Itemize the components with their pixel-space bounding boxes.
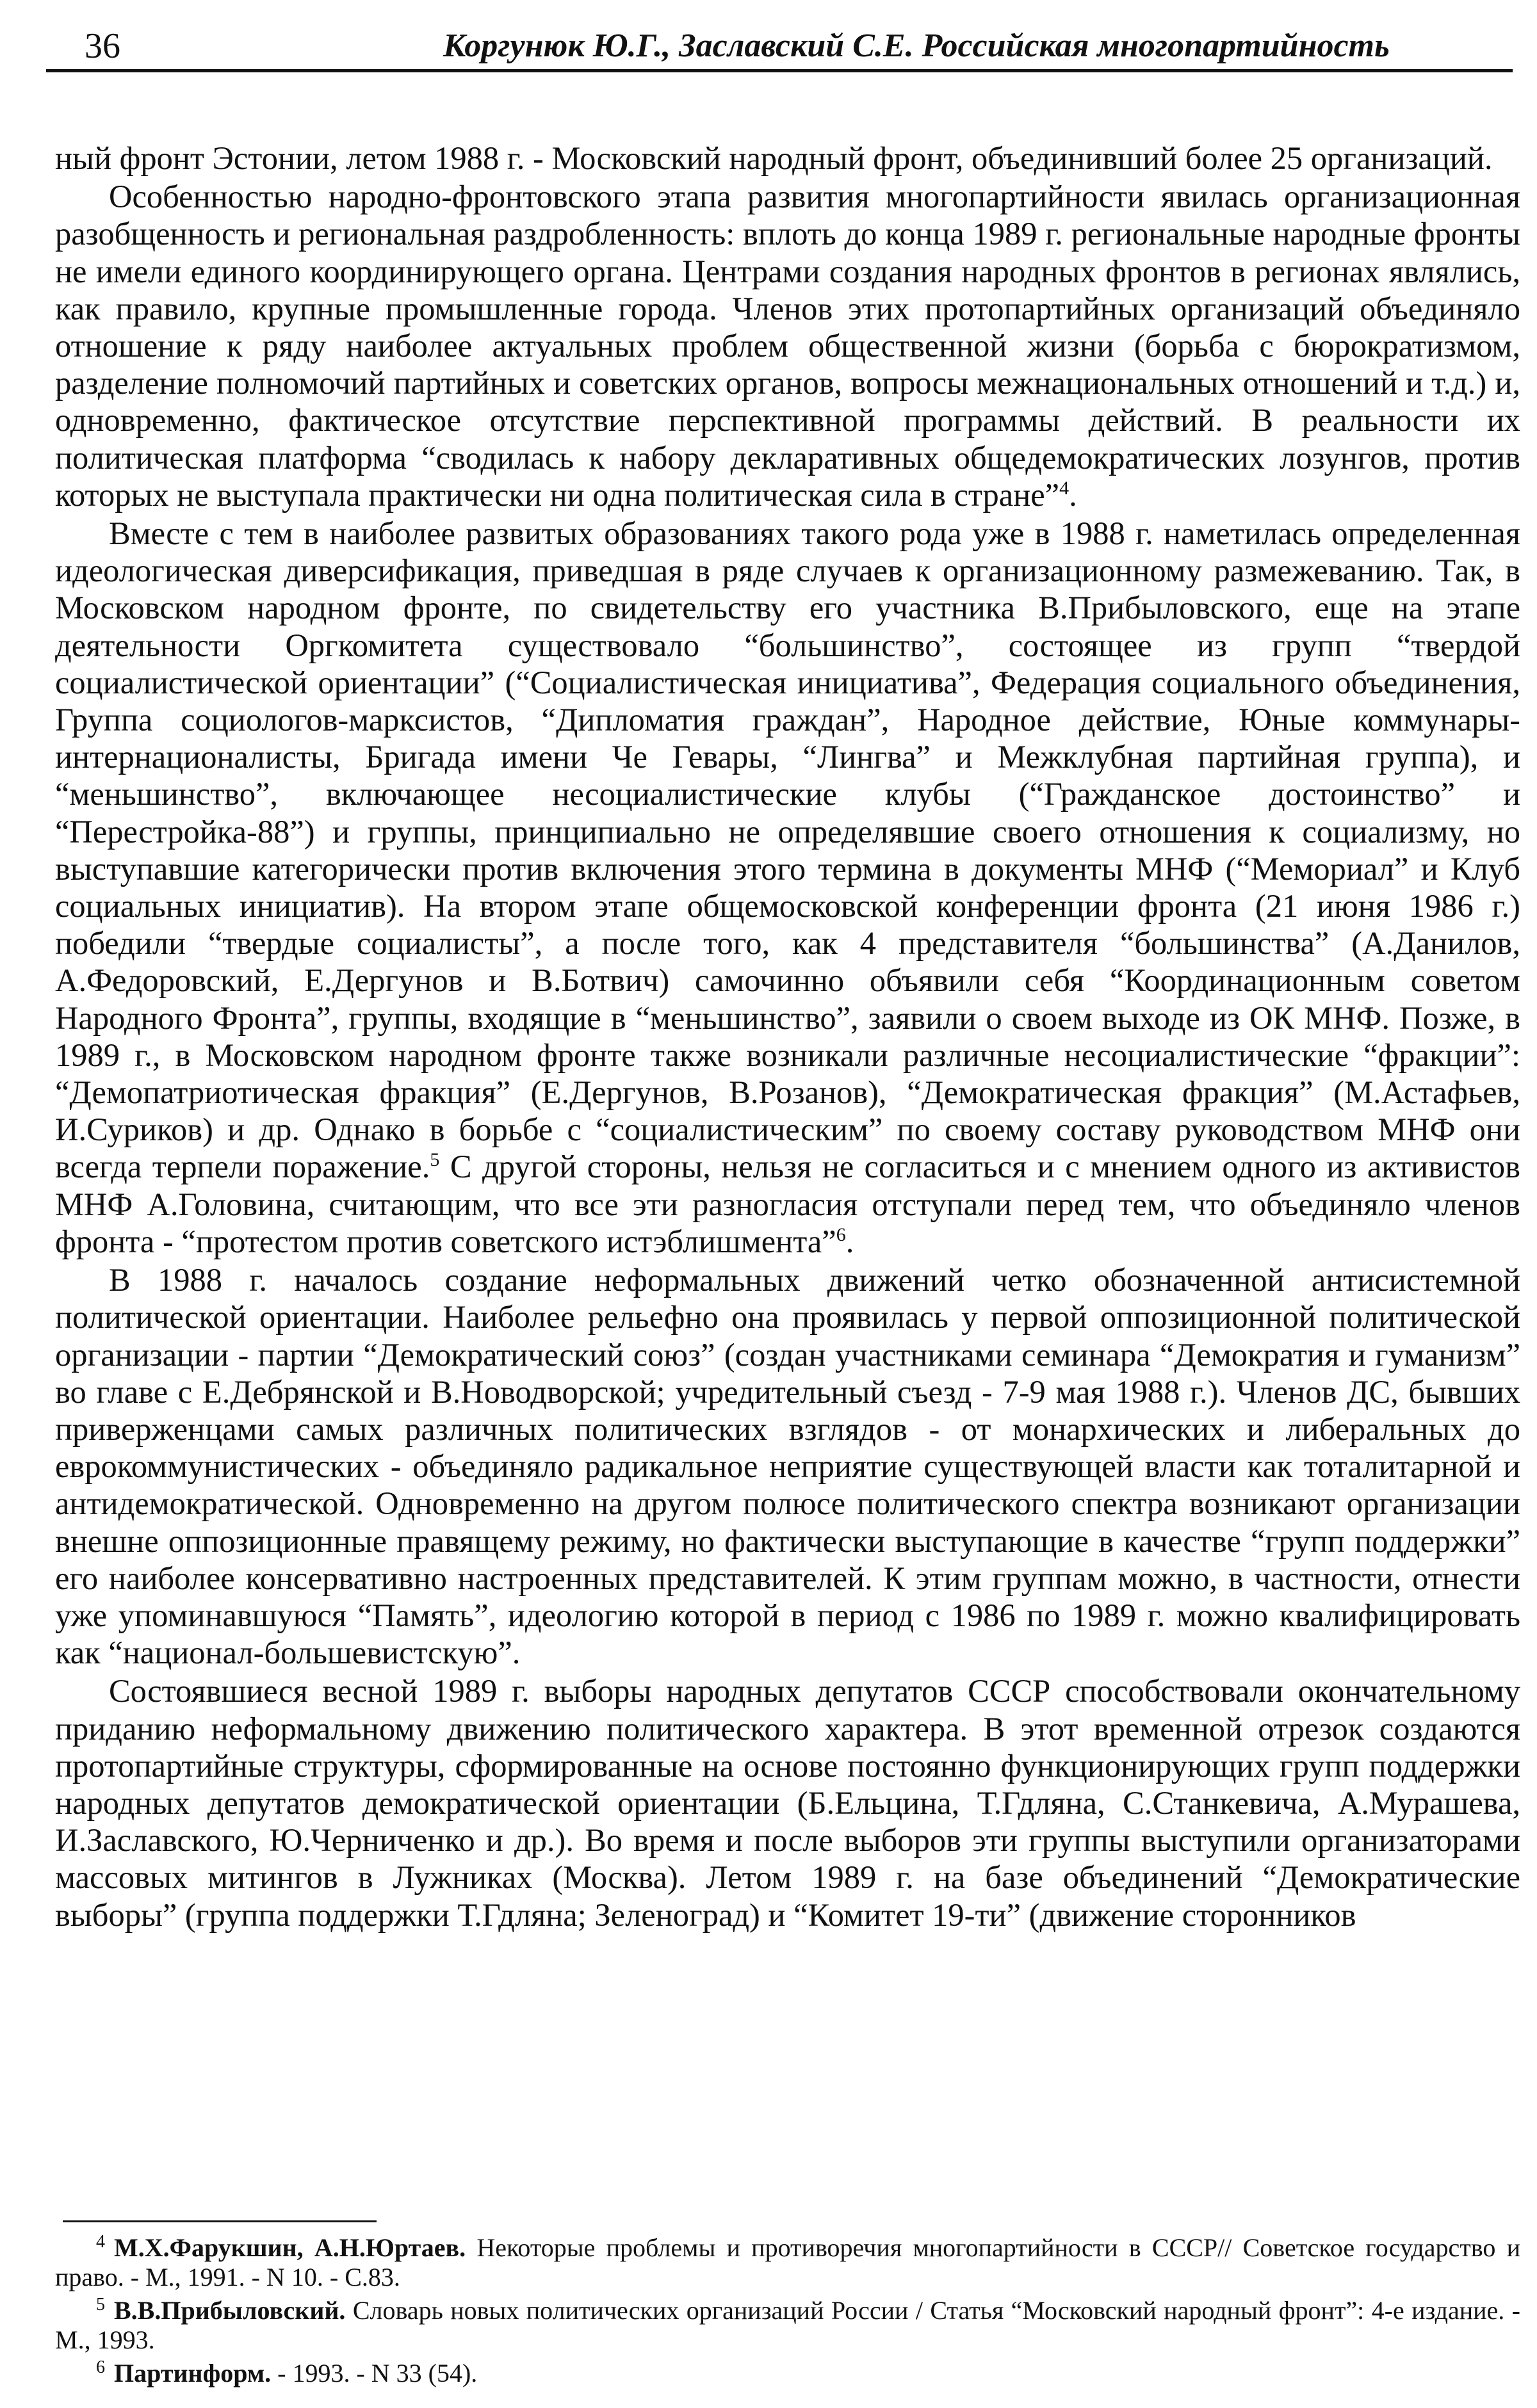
paragraph-4: В 1988 г. началось создание неформальных движений четко обозначенной антисистемной политической ориентации. Наиболее рельефно она проявилась у первой оппозиционной политической организации - партии “Демократический союз” (создан участниками семинара “Демократия и гуманизм” во главе с Е.Дебрянской и В.Новодворской; учредительный съезд - 7-9 мая 1988 г.). Членов ДС, бывших приверженцами самых различных политических взглядов - от монархических и либеральных до еврокоммунистических - объединяло радикальное неприятие существующей власти как тоталитарной и антидемократической. Одновременно на другом полюсе политического спектра возникают организации внешне оппозиционные правящему режиму, но фактически выступающие в качестве “групп поддержки” его наиболее консервативно настроенных представителей. К этим группам можно, в частности, отнести уже упоминавшуюся “Память”, идеологию которой в период с 1986 по 1989 г. можно квалифицировать как “национал-большевистскую”. xyxy=(55,1262,1520,1671)
footnotes xyxy=(55,2233,1520,2392)
footnote-number: 6 xyxy=(96,2357,105,2377)
page-header xyxy=(46,24,1513,72)
running-title: Коргунюк Ю.Г., Заславский С.Е. Российская многопартийность xyxy=(443,28,1390,64)
paragraph-1: ный фронт Эстонии, летом 1988 г. - Московский народный фронт, объединивший более 25 организаций. xyxy=(55,140,1493,176)
page-number: 36 xyxy=(85,26,120,66)
footnote-ref-4: 4 xyxy=(1059,478,1069,499)
footnote-6 xyxy=(55,2359,1520,2388)
footnote-separator xyxy=(63,2220,377,2222)
footnote-5 xyxy=(55,2296,1520,2355)
footnote-author: М.Х.Фарукшин, А.Н.Юртаев. xyxy=(114,2233,466,2262)
paragraph-3-end: . xyxy=(845,1223,854,1259)
paragraph-5: Состоявшиеся весной 1989 г. выборы народных депутатов СССР способствовали окончательному приданию неформальному движению политического характера. В этот временной отрезок создаются протопартийные структуры, сформированные на основе постоянно функционирующих групп поддержки народных депутатов демократической ориентации (Б.Ельцина, Т.Гдляна, С.Станкевича, А.Мурашева, И.Заславского, Ю.Черниченко и др.). Во время и после выборов эти группы выступили организаторами массовых митингов в Лужниках (Москва). Летом 1989 г. на базе объединений “Демократические выборы” (группа поддержки Т.Гдляна; Зеленоград) и “Комитет 19-ти” (движение сторонников xyxy=(55,1673,1520,1933)
footnote-ref-6: 6 xyxy=(836,1224,846,1246)
footnote-text: - 1993. - N 33 (54). xyxy=(271,2359,478,2388)
footnote-number: 5 xyxy=(96,2294,105,2315)
footnote-4 xyxy=(55,2233,1520,2292)
paragraph-2-end: . xyxy=(1069,476,1077,513)
paragraph-3-text-b: С другой стороны, нельзя не согласиться и с мнением одного из активистов МНФ А.Головина, считающим, что все эти разногласия отступали перед тем, что объединяло членов фронта - “протестом против советского истэблишмента” xyxy=(55,1149,1520,1259)
footnote-number: 4 xyxy=(96,2231,105,2252)
footnote-author: Партинформ. xyxy=(114,2359,272,2388)
paragraph-2-text: Особенностью народно-фронтовского этапа развития многопартийности явилась организационная разобщенность и региональная раздробленность: вплоть до конца 1989 г. региональные народные фронты не имели единого координирующего органа. Центрами создания народных фронтов в регионах являлись, как правило, крупные промышленные города. Членов этих протопартийных организаций объединяло отношение к ряду наиболее актуальных проблем общественной жизни (борьба с бюрократизмом, разделение полномочий партийных и советских органов, вопросы межнациональных отношений и т.д.) и, одновременно, фактическое отсутствие перспективной программы действий. В реальности их политическая платформа “сводилась к набору декларативных общедемократических лозунгов, против которых не выступала практически ни одна политическая сила в стране” xyxy=(55,179,1520,513)
paragraph-2 xyxy=(55,178,1520,513)
footnote-text: Некоторые проблемы и противоречия многопартийности в СССР// Советское государство и право. - М., 1991. - N 10. - С.83. xyxy=(55,2233,1521,2291)
paragraph-3-text-a: Вместе с тем в наиболее развитых образованиях такого рода уже в 1988 г. наметилась определенная идеологическая диверсификация, приведшая в ряде случаев к организационному размежеванию. Так, в Московском народном фронте, по свидетельству его участника В.Прибыловского, еще на этапе деятельности Оргкомитета существовало “большинство”, состоящее из групп “твердой социалистической ориентации” (“Социалистическая инициатива”, Федерация социального объединения, Группа социологов-марксистов, “Дипломатия граждан”, Народное действие, Юные коммунары-интернационалисты, Бригада имени Че Гевары, “Лингва” и Межклубная партийная группа), и “меньшинство”, включающее несоциалистические клубы (“Гражданское достоинство” и “Перестройка-88”) и группы, принципиально не определявшие своего отношения к социализму, но выступавшие категорически против включения этого термина в документы МНФ (“Мемориал” и Клуб социальных инициатив). На втором этапе общемосковской конференции фронта (21 июня 1986 г.) победили “твердые социалисты”, а после того, как 4 представителя “большинства” (А.Данилов, А.Федоровский, Е.Дергунов и В.Ботвич) самочинно объявили себя “Координационным советом Народного Фронта”, группы, входящие в “меньшинство”, заявили о своем выходе из ОК МНФ. Позже, в 1989 г., в Московском народном фронте также возникали различные несоциалистические “фракции”: “Демопатриотическая фракция” (Е.Дергунов, В.Розанов), “Демократическая фракция” (М.Астафьев, И.Суриков) и др. Однако в борьбе с “социалистическим” по своему составу руководством МНФ они всегда терпели поражение. xyxy=(55,515,1520,1185)
body-text xyxy=(55,140,1520,1935)
footnote-ref-5: 5 xyxy=(430,1149,440,1171)
footnote-author: В.В.Прибыловский. xyxy=(114,2296,346,2325)
footnote-text: Словарь новых политических организаций России / Статья “Московский народный фронт”: 4-е издание. - М., 1993. xyxy=(55,2296,1520,2354)
paragraph-3 xyxy=(55,515,1520,1260)
